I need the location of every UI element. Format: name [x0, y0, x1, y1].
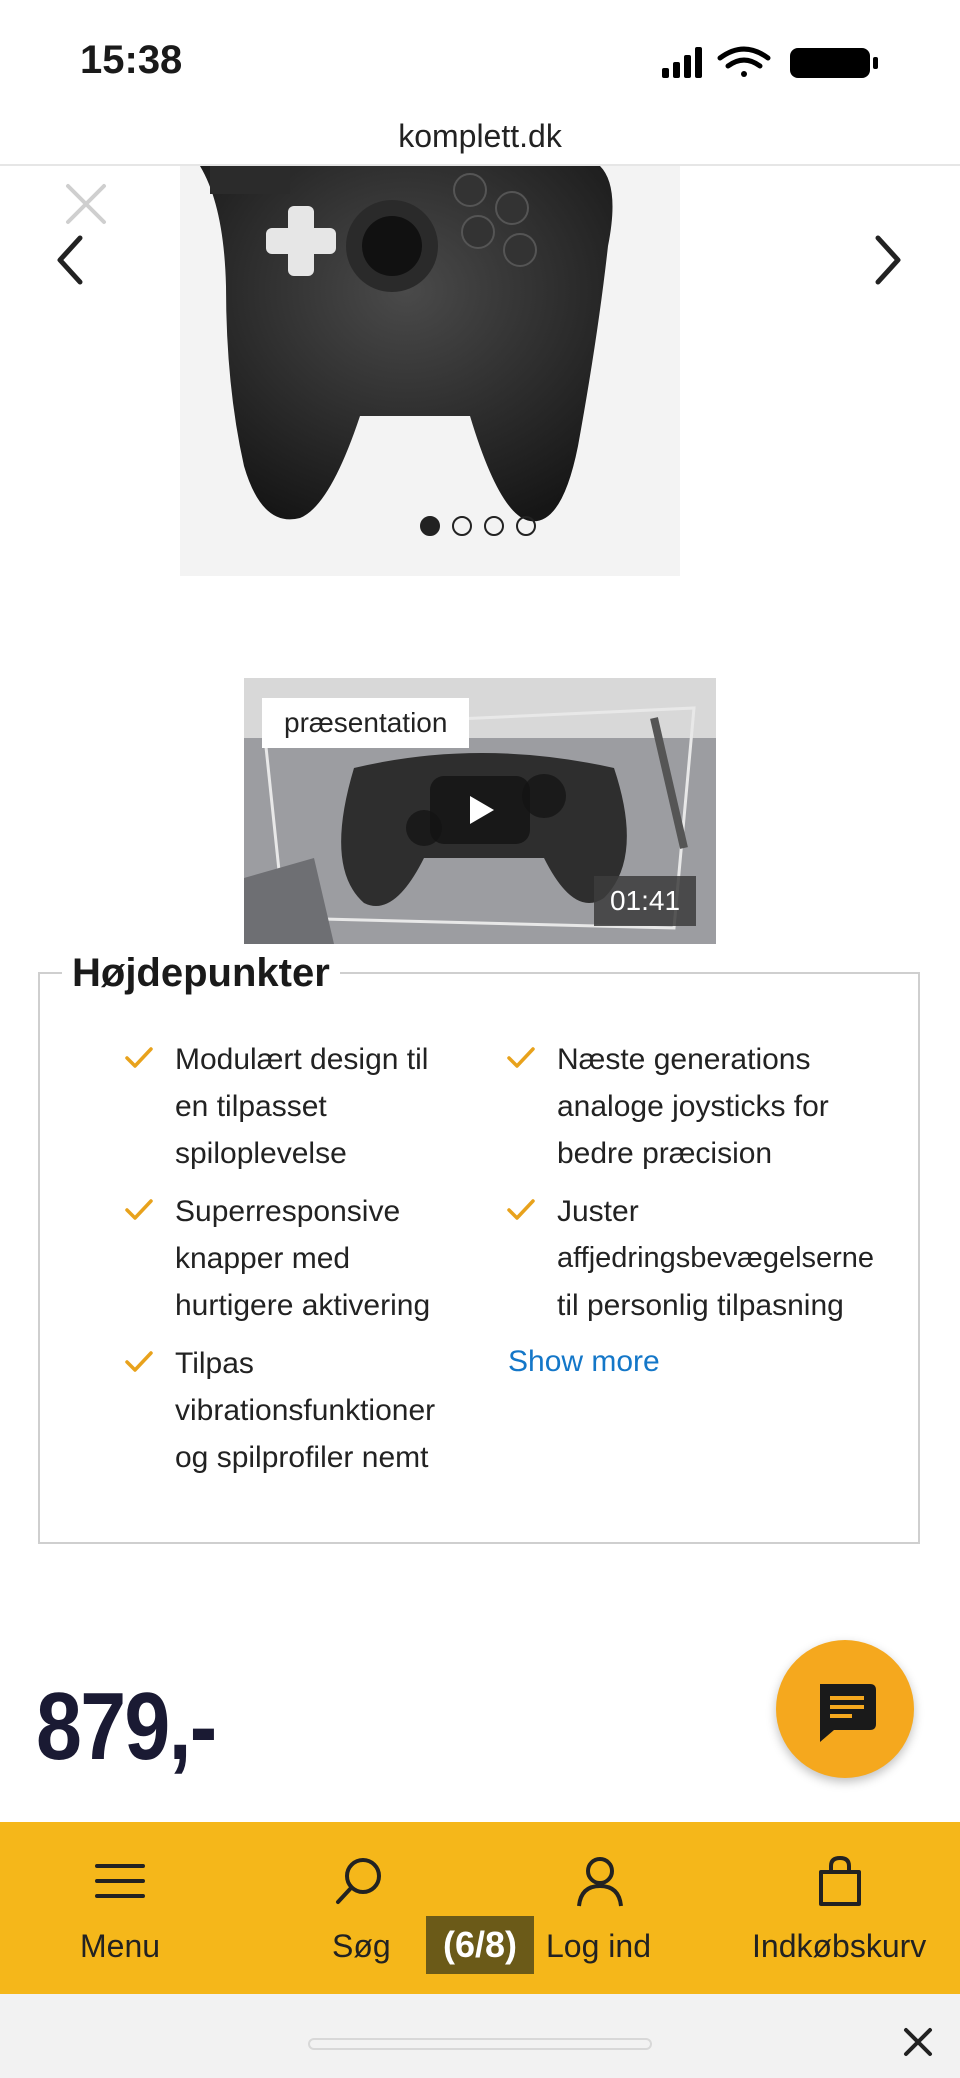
nav-menu-label: Menu [80, 1928, 161, 1964]
check-icon [506, 1046, 536, 1070]
chevron-right-icon[interactable] [868, 230, 908, 290]
check-icon [124, 1046, 154, 1070]
play-button[interactable] [430, 776, 530, 844]
video-duration: 01:41 [594, 876, 696, 926]
browser-toolbar [0, 1994, 960, 2078]
highlight-line: analoge joysticks for [557, 1090, 829, 1123]
check-icon [124, 1198, 154, 1222]
gallery-pagination[interactable] [418, 516, 548, 542]
highlights-title: Højdepunkter [62, 948, 340, 998]
highlight-line: Modulært design til [175, 1043, 429, 1076]
highlight-item-3 [175, 1340, 435, 1481]
nav-cart-label: Indkøbskurv [752, 1928, 927, 1964]
search-icon [332, 1854, 386, 1908]
highlight-item-1 [175, 1036, 428, 1177]
highlight-item-4 [557, 1036, 829, 1177]
battery-icon [790, 48, 878, 78]
signal-icon [662, 47, 702, 78]
highlight-line: Superresponsive [175, 1195, 401, 1228]
highlight-line: til personlig tilpasning [557, 1289, 844, 1322]
check-icon [506, 1198, 536, 1222]
menu-icon [93, 1854, 147, 1908]
status-time: 15:38 [80, 38, 183, 82]
highlight-line: en tilpasset [175, 1090, 327, 1123]
close-icon[interactable] [900, 2024, 936, 2060]
highlight-line: Næste generations [557, 1043, 811, 1076]
highlight-item-2 [175, 1188, 430, 1329]
chat-icon [776, 1640, 914, 1778]
highlight-item-5 [557, 1188, 874, 1329]
nav-menu[interactable] [0, 1822, 240, 1994]
nav-login-label: Log ind [546, 1928, 651, 1964]
wifi-icon [720, 49, 768, 77]
page-counter: (6/8) [426, 1916, 534, 1974]
gallery-dot-3[interactable] [484, 516, 504, 536]
highlight-line: bedre præcision [557, 1137, 773, 1170]
highlight-line: Juster [557, 1195, 639, 1228]
highlight-line: spiloplevelse [175, 1137, 347, 1170]
gallery-dot-2[interactable] [452, 516, 472, 536]
url-bar[interactable]: komplett.dk [398, 118, 562, 154]
nav-search-label: Søg [332, 1928, 391, 1964]
highlight-line: knapper med [175, 1242, 351, 1275]
chevron-left-icon[interactable] [50, 230, 90, 290]
highlight-line: Tilpas [175, 1347, 254, 1380]
chat-button[interactable] [776, 1640, 914, 1778]
highlight-line: affjedringsbevægelserne [557, 1242, 875, 1274]
show-more-link[interactable]: Show more [508, 1345, 660, 1378]
user-icon [573, 1854, 627, 1908]
product-price: 879,- [36, 1673, 216, 1780]
check-icon [124, 1350, 154, 1374]
video-label: præsentation [262, 698, 469, 748]
status-icons [662, 44, 912, 80]
play-icon [430, 776, 530, 844]
home-indicator[interactable] [308, 2038, 652, 2050]
shopping-bag-icon [813, 1854, 867, 1908]
gallery-dot-4[interactable] [516, 516, 536, 536]
close-gallery-icon[interactable] [62, 180, 110, 228]
nav-cart[interactable] [720, 1822, 960, 1994]
highlight-line: og spilprofiler nemt [175, 1441, 429, 1474]
highlight-line: hurtigere aktivering [175, 1289, 431, 1322]
gallery-dot-1[interactable] [420, 516, 440, 536]
highlight-line: vibrationsfunktioner [175, 1394, 436, 1427]
